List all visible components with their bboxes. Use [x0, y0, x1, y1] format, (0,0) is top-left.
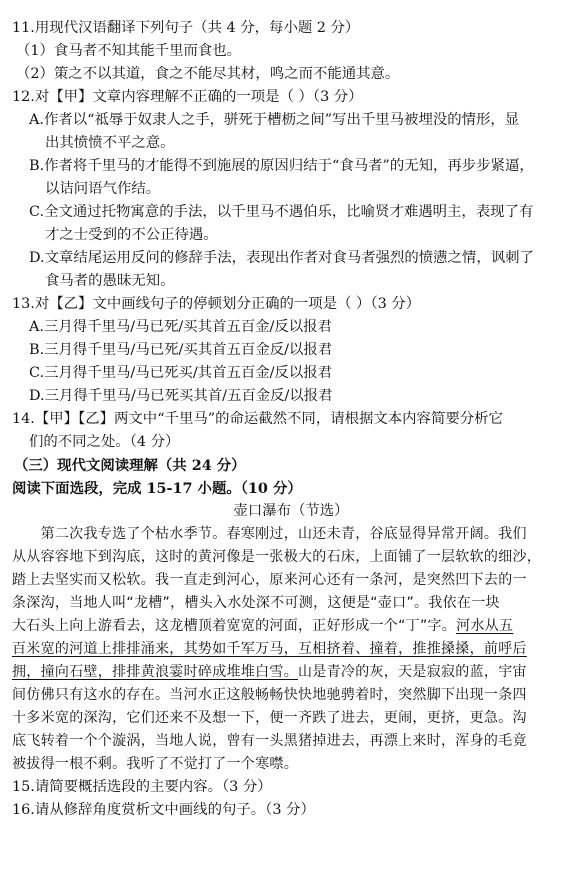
- q11-stem: 11.用现代汉语翻译下列句子（共 4 分，每小题 2 分）: [12, 20, 360, 36]
- passage-line: 条深沟，当地人叫“龙槽”，槽头入水处深不可测，这便是“壶口”。我依在一块: [12, 595, 500, 611]
- passage-line: 间仿佛只有这水的存在。当河水正这般畅畅快快地驰骋着时，突然脚下出现一条四: [12, 687, 527, 703]
- passage-line: [12, 638, 570, 661]
- q13-option-b: B.三月得千里马/马已死/买其首五百金反/以报君: [29, 342, 333, 358]
- passage-title: 壶口瀑布（节选）: [233, 503, 349, 519]
- q14-stem-cont: 们的不同之处。（4 分）: [29, 434, 180, 450]
- passage-line: 从从容容地下到沟底，这时的黄河像是一张极大的石床，上面铺了一层软软的细沙，: [12, 549, 542, 565]
- q12-option-a-cont: 出其愤愤不平之意。: [45, 135, 175, 151]
- q13-stem: 13.对【乙】文中画线句子的停顿划分正确的一项是（ ）（3 分）: [12, 296, 421, 312]
- section-heading: （三）现代文阅读理解（共 24 分）: [14, 457, 246, 474]
- q15-stem: 15.请简要概括选段的主要内容。（3 分）: [12, 779, 272, 795]
- underlined-sentence: 百米宽的河道上排排涌来，其势如千军万马，互相挤着、撞着，推推搡搡，前呼后: [12, 641, 527, 657]
- passage-text: 山是青冷的灰，天是寂寂的蓝，宇宙: [298, 664, 527, 680]
- q11-sentence-1: （1）食马者不知其能千里而食也。: [16, 43, 242, 59]
- q13-option-a: A.三月得千里马/马已死/买其首五百金/反以报君: [29, 319, 332, 335]
- q12-option-d-cont: 食马者的愚昧无知。: [45, 273, 175, 289]
- underlined-sentence: 河水从五: [456, 618, 514, 634]
- q13-option-c: C.三月得千里马/马已死买/其首五百金/反以报君: [29, 365, 333, 381]
- q13-option-d: D.三月得千里马/马已死买其首/五百金反/以报君: [29, 388, 333, 404]
- passage-line: 第二次我专选了个枯水季节。春寒刚过，山还未青，谷底显得异常开阔。我们: [12, 526, 527, 542]
- q11-sentence-2: （2）策之不以其道，食之不能尽其材，鸣之而不能通其意。: [16, 66, 400, 82]
- passage-text: 大石头上向上游看去，这龙槽顶着宽宽的河面，正好形成一个“丁”字。: [12, 618, 457, 634]
- passage-line: [12, 615, 570, 638]
- q12-option-d: D.文章结尾运用反问的修辞手法，表现出作者对食马者强烈的愤懑之情，讽刺了: [29, 250, 534, 266]
- q12-option-c: C.全文通过托物寓意的手法，以千里马不遇伯乐，比喻贤才难遇明主，表现了有: [29, 204, 534, 220]
- q12-stem: 12.对【甲】文章内容理解不正确的一项是（ ）（3 分）: [12, 89, 363, 105]
- q12-option-a: A.作者以“祗辱于奴隶人之手，骈死于槽枥之间”写出千里马被埋没的情形，显: [29, 112, 520, 128]
- passage-line: 十多米宽的深沟，它们还来不及想一下，便一齐跌了进去，更闹，更挤，更急。沟: [12, 710, 527, 726]
- passage-line: [12, 661, 570, 684]
- underlined-sentence: 拥，撞向石壁，排排黄浪霎时碎成堆堆白雪。: [12, 664, 298, 680]
- passage-line: 踏上去坚实而又松软。我一直走到河心，原来河心还有一条河，是突然凹下去的一: [12, 572, 527, 588]
- q14-stem: 14.【甲】【乙】两文中“千里马”的命运截然不同，请根据文本内容简要分析它: [12, 411, 503, 427]
- q16-stem: 16.请从修辞角度赏析文中画线的句子。（3 分）: [12, 802, 315, 818]
- passage-line: 底飞转着一个个漩涡，当地人说，曾有一头黑猪掉进去，再漂上来时，浑身的毛竟: [12, 733, 527, 749]
- section-instruction: 阅读下面选段，完成 15-17 小题。（10 分）: [12, 480, 302, 497]
- q12-option-b-cont: 以诘问语气作结。: [45, 181, 161, 197]
- passage-line: 被拔得一根不剩。我听了不觉打了一个寒噤。: [12, 756, 298, 772]
- q12-option-c-cont: 才之士受到的不公正待遇。: [45, 227, 218, 243]
- q12-option-b: B.作者将千里马的才能得不到施展的原因归结于“食马者”的无知，再步步紧逼，: [29, 158, 534, 174]
